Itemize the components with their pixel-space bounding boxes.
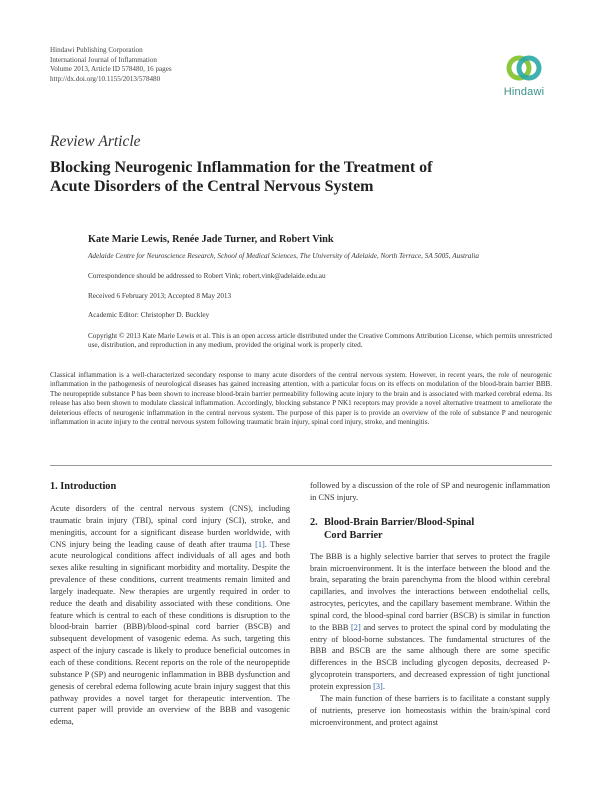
right-column <box>310 480 550 728</box>
bbb-paragraph-1 <box>310 551 550 693</box>
hindawi-logo <box>494 51 554 107</box>
introduction-heading: 1. Introduction <box>50 481 117 492</box>
affiliation: Adelaide Centre for Neuroscience Research, School of Medical Sciences, The University of Adelaide, North Terrace, SA 5005, Australia <box>88 252 479 260</box>
journal-name: International Journal of Inflammation <box>50 55 157 64</box>
title-line-1: Blocking Neurogenic Inflammation for the Treatment of <box>50 159 433 176</box>
received-dates: Received 6 February 2013; Accepted 8 May 2013 <box>88 292 232 300</box>
section-number: 2. <box>310 516 318 528</box>
volume-info: Volume 2013, Article ID 578480, 16 pages <box>50 65 172 74</box>
introduction-paragraph <box>50 503 290 728</box>
section-divider <box>50 465 552 466</box>
copyright-notice: Copyright © 2013 Kate Marie Lewis et al. This is an open access article distributed under the Creative Commons Attribution License, which permits unrestricted use, distribution, and reproduction in any medium, provided the original work is properly cited. <box>88 332 552 350</box>
author-list: Kate Marie Lewis, Renée Jade Turner, and Robert Vink <box>88 234 334 245</box>
bbb-heading-line-1: Blood-Brain Barrier/Blood-Spinal <box>324 516 475 528</box>
article-type: Review Article <box>50 133 141 150</box>
citation-link[interactable]: [2] <box>351 622 361 632</box>
logo-text: Hindawi <box>503 86 545 98</box>
citation-link[interactable]: [1] <box>255 539 265 549</box>
abstract: Classical inflammation is a well-characterized secondary response to many acute disorders of the central nervous system. However, in recent years, the role of neurogenic inflammation in the pathogenesis of neurological diseases has gained increasing attention, with a particular focus on its effects on modulation of the blood-brain barrier BBB. The neuropeptide substance P has been shown to increase blood-brain barrier permeability following acute injury to the brain and is associated with marked cerebral edema. Its release has also been shown to modulate classical inflammation. Accordingly, blocking substance P NK1 receptors may provide a novel alternative treatment to ameliorate the deleterious effects of neurogenic inflammation in the central nervous system. The purpose of this paper is to provide an overview of the role of substance P and neurogenic inflammation in acute injury to the central nervous system following traumatic brain injury, spinal cord injury, stroke, and meningitis. <box>50 371 552 427</box>
bbb-paragraph-2: The main function of these barriers is to facilitate a constant supply of nutrients, preserve ion homeostasis within the brain/spinal cord microenvironment, and protect against <box>310 693 550 727</box>
left-column <box>50 480 290 728</box>
bbb-text-end: . <box>382 681 385 691</box>
correspondence: Correspondence should be addressed to Robert Vink; robert.vink@adelaide.edu.au <box>88 272 326 280</box>
introduction-continuation: followed by a discussion of the role of SP and neurogenic inflammation in CNS injury. <box>310 481 550 502</box>
article-title <box>50 158 520 196</box>
doi-link[interactable]: http://dx.doi.org/10.1155/2013/578480 <box>50 74 161 83</box>
publisher-name: Hindawi Publishing Corporation <box>50 46 143 54</box>
title-line-2: Acute Disorders of the Central Nervous System <box>50 178 374 195</box>
intro-text-start: Acute disorders of the central nervous system (CNS), including traumatic brain injury (TBI), spinal cord injury (SCI), stroke, and meningitis, account for a significant disease burden worldwide, with CNS injury being the leading cause of death after trauma <box>50 504 290 549</box>
bbb-heading <box>310 516 550 542</box>
bbb-text-start: The BBB is a highly selective barrier that serves to protect the fragile brain microenvironment. It is the interface between the blood and the brain, separating the brain parenchyma from the blood within cerebral capillaries, and involves the interactions between endothelial cells, astrocytes, pericytes, and the capillary basement membrane. Within the spinal cord, the blood-spinal cord barrier (BSCB) is similar in function to the BBB <box>310 551 550 632</box>
hindawi-logo-icon <box>504 51 544 85</box>
academic-editor: Academic Editor: Christopher D. Buckley <box>88 311 210 319</box>
intro-text-end: . These acute neurological conditions affect individuals of all ages and both sexes alike resulting in significant morbidity and mortality. Despite the prevalence of these conditions, current treatments remain limited and largely inadequate. New therapies are urgently required in order to reduce the death and disability associated with these conditions. One feature which is central to each of these conditions is disruption to the blood-brain barrier (BBB)/blood-spinal cord barrier (BSCB) and subsequent development of vasogenic edema. As such, targeting this aspect of the injury cascade is likely to produce beneficial outcomes in each of these conditions. Recent reports on the role of the neuropeptide substance P (SP) and neurogenic inflammation in BBB dysfunction and genesis of cerebral edema following acute brain injury suggest that this pathway provides a novel target for therapeutic intervention. The current paper will provide an overview of the BBB and vasogenic edema, <box>50 539 290 727</box>
publication-info <box>50 46 350 84</box>
citation-link[interactable]: [3] <box>373 681 383 691</box>
bbb-text-mid: and serves to protect the spinal cord by modulating the entry of blood-borne substances. The fundamental structures of the BBB and BSCB are the same although there are some specific differences in the BSCB including glycogen deposits, decreased P-glycoprotein transporters, and decreased expression of tight junctional protein expression <box>310 622 550 691</box>
bbb-heading-line-2: Cord Barrier <box>324 529 383 541</box>
